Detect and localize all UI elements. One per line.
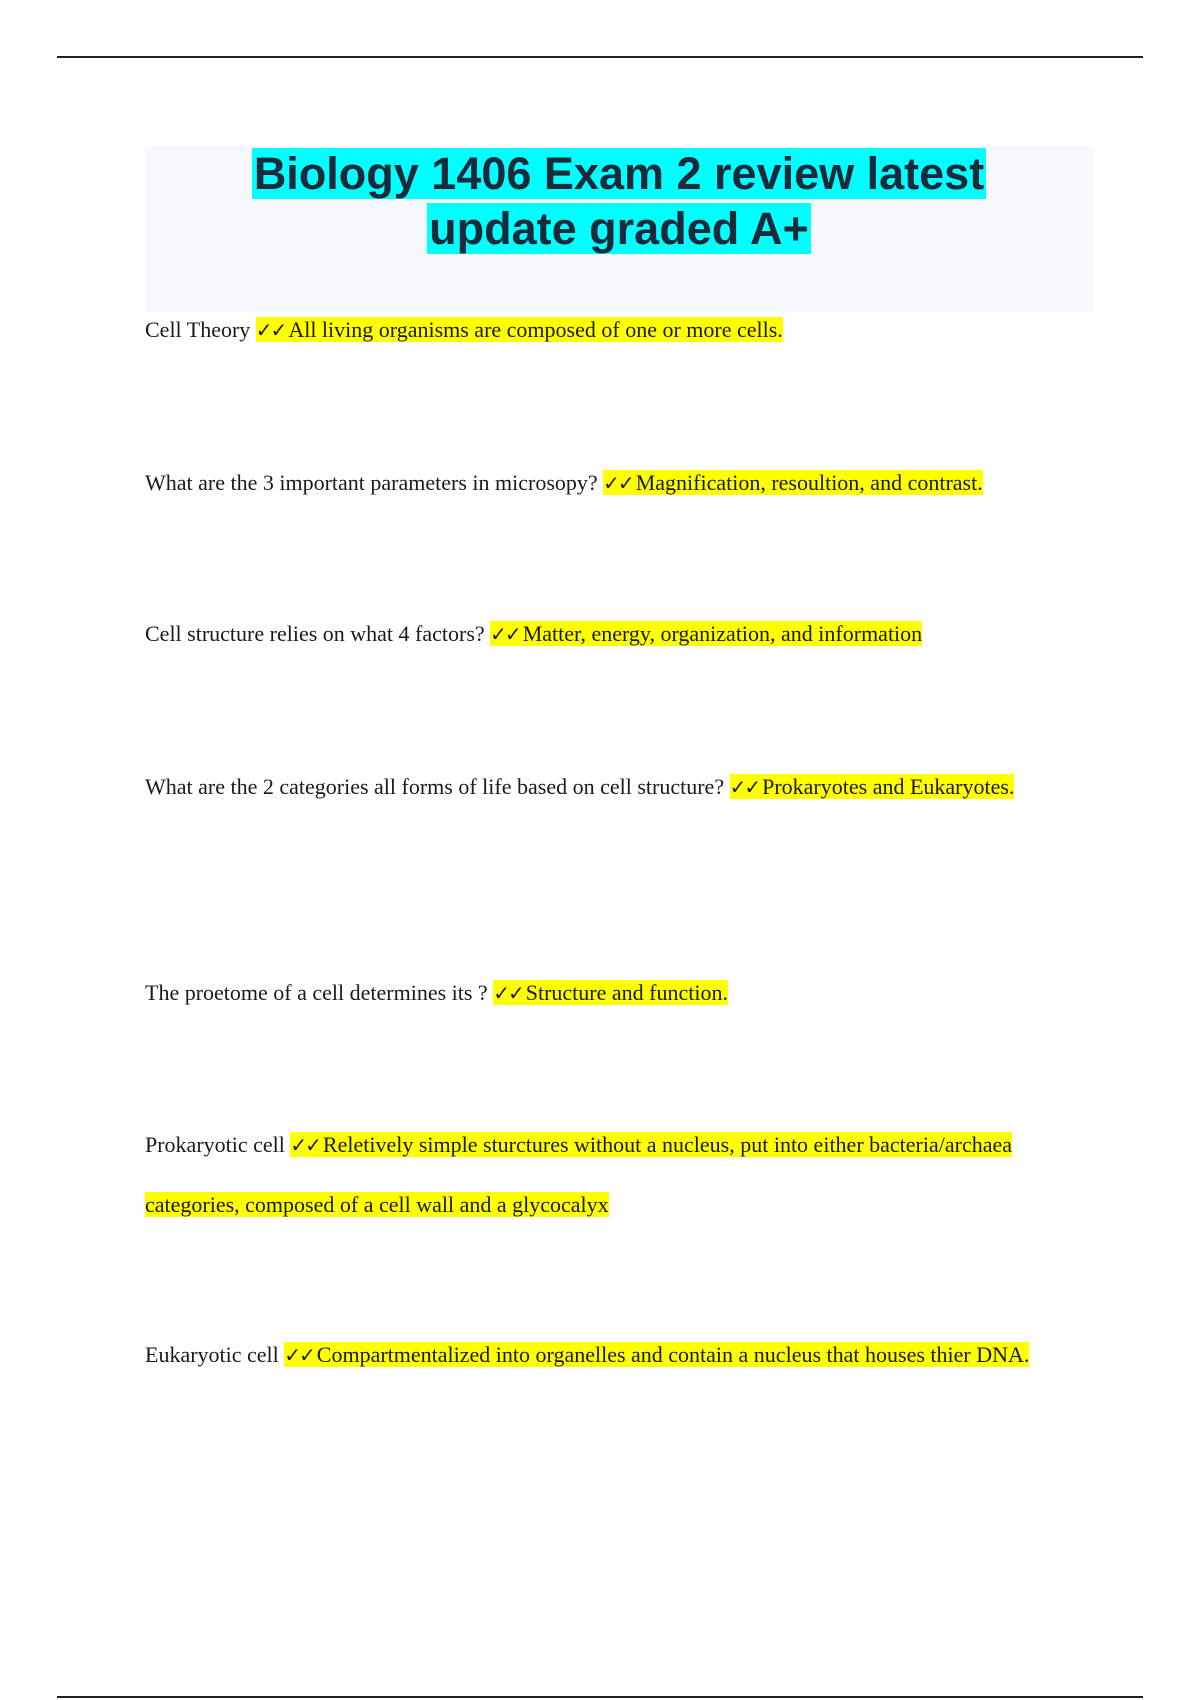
question-text: Cell Theory	[145, 317, 251, 342]
double-check-icon: ✓✓	[490, 622, 520, 646]
answer-text: Magnification, resoultion, and contrast.	[635, 470, 983, 495]
answer-text: Matter, energy, organization, and information	[522, 621, 923, 646]
answer-highlight	[256, 317, 783, 342]
title-line-2: update graded A+	[429, 203, 809, 254]
qa-item-life-categories	[145, 757, 1095, 817]
double-check-icon: ✓✓	[290, 1133, 320, 1157]
answer-text: All living organisms are composed of one or more cells.	[288, 317, 783, 342]
qa-item-eukaryotic-cell	[145, 1325, 1095, 1385]
title-panel	[145, 146, 1093, 312]
answer-text: Prokaryotes and Eukaryotes.	[762, 774, 1015, 799]
question-text: What are the 3 important parameters in microsopy?	[145, 470, 598, 495]
double-check-icon: ✓✓	[603, 471, 633, 495]
answer-highlight	[603, 470, 983, 495]
question-text: Eukaryotic cell	[145, 1342, 279, 1367]
question-text: The proetome of a cell determines its ?	[145, 980, 488, 1005]
answer-text: Reletively simple sturctures without a nucleus, put into either bacteria/archaea categories, composed of a cell wall and a glycocalyx	[145, 1132, 1013, 1217]
answer-highlight	[730, 774, 1015, 799]
answer-highlight	[284, 1342, 1029, 1367]
title-line-1: Biology 1406 Exam 2 review latest	[253, 148, 985, 199]
answer-highlight	[490, 621, 922, 646]
answer-text: Compartmentalized into organelles and contain a nucleus that houses thier DNA.	[316, 1342, 1030, 1367]
double-check-icon: ✓✓	[493, 981, 523, 1005]
document-title	[145, 146, 1093, 256]
bottom-rule	[57, 1696, 1143, 1698]
double-check-icon: ✓✓	[284, 1343, 314, 1367]
qa-item-microscopy	[145, 453, 1095, 513]
qa-item-prokaryotic-cell	[145, 1115, 1095, 1235]
top-rule	[57, 56, 1143, 58]
question-text: Prokaryotic cell	[145, 1132, 285, 1157]
qa-item-proteome	[145, 963, 1095, 1023]
qa-item-cell-structure	[145, 604, 1095, 664]
answer-highlight	[493, 980, 728, 1005]
double-check-icon: ✓✓	[729, 775, 760, 799]
question-text: What are the 2 categories all forms of life based on cell structure?	[145, 774, 725, 799]
question-text: Cell structure relies on what 4 factors?	[145, 621, 485, 646]
qa-item-cell-theory	[145, 300, 1095, 360]
answer-text: Structure and function.	[525, 980, 728, 1005]
double-check-icon: ✓✓	[255, 318, 286, 342]
